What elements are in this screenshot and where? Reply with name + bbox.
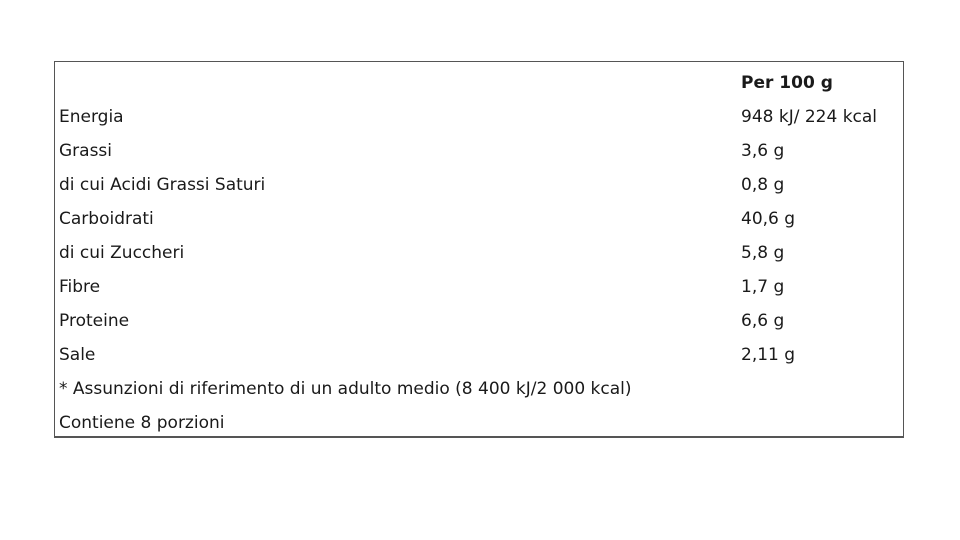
row-value: 1,7 g [741, 277, 785, 297]
portions-row [55, 406, 903, 440]
row-label: di cui Zuccheri [59, 243, 185, 263]
row-value: 6,6 g [741, 311, 785, 331]
table-row [55, 270, 903, 304]
column-header-per-100g: Per 100 g [741, 73, 833, 93]
table-row [55, 304, 903, 338]
row-value: 3,6 g [741, 141, 785, 161]
row-value: 948 kJ/ 224 kcal [741, 107, 878, 127]
row-label: Grassi [59, 141, 113, 161]
table-row [55, 168, 903, 202]
row-label: Carboidrati [59, 209, 154, 229]
nutrition-table [54, 61, 904, 438]
row-label: Energia [59, 107, 124, 127]
row-value: 0,8 g [741, 175, 785, 195]
row-label: Sale [59, 345, 96, 365]
table-header-row [55, 66, 903, 100]
table-row [55, 236, 903, 270]
row-label: Fibre [59, 277, 101, 297]
table-row [55, 134, 903, 168]
reference-intake-footnote: * Assunzioni di riferimento di un adulto medio (8 400 kJ/2 000 kcal) [59, 379, 632, 399]
table-row [55, 202, 903, 236]
table-row [55, 100, 903, 134]
row-label: Proteine [59, 311, 130, 331]
footnote-row [55, 372, 903, 406]
row-value: 40,6 g [741, 209, 796, 229]
row-value: 2,11 g [741, 345, 796, 365]
row-label: di cui Acidi Grassi Saturi [59, 175, 266, 195]
portions-note: Contiene 8 porzioni [59, 413, 225, 433]
row-value: 5,8 g [741, 243, 785, 263]
table-row [55, 338, 903, 372]
